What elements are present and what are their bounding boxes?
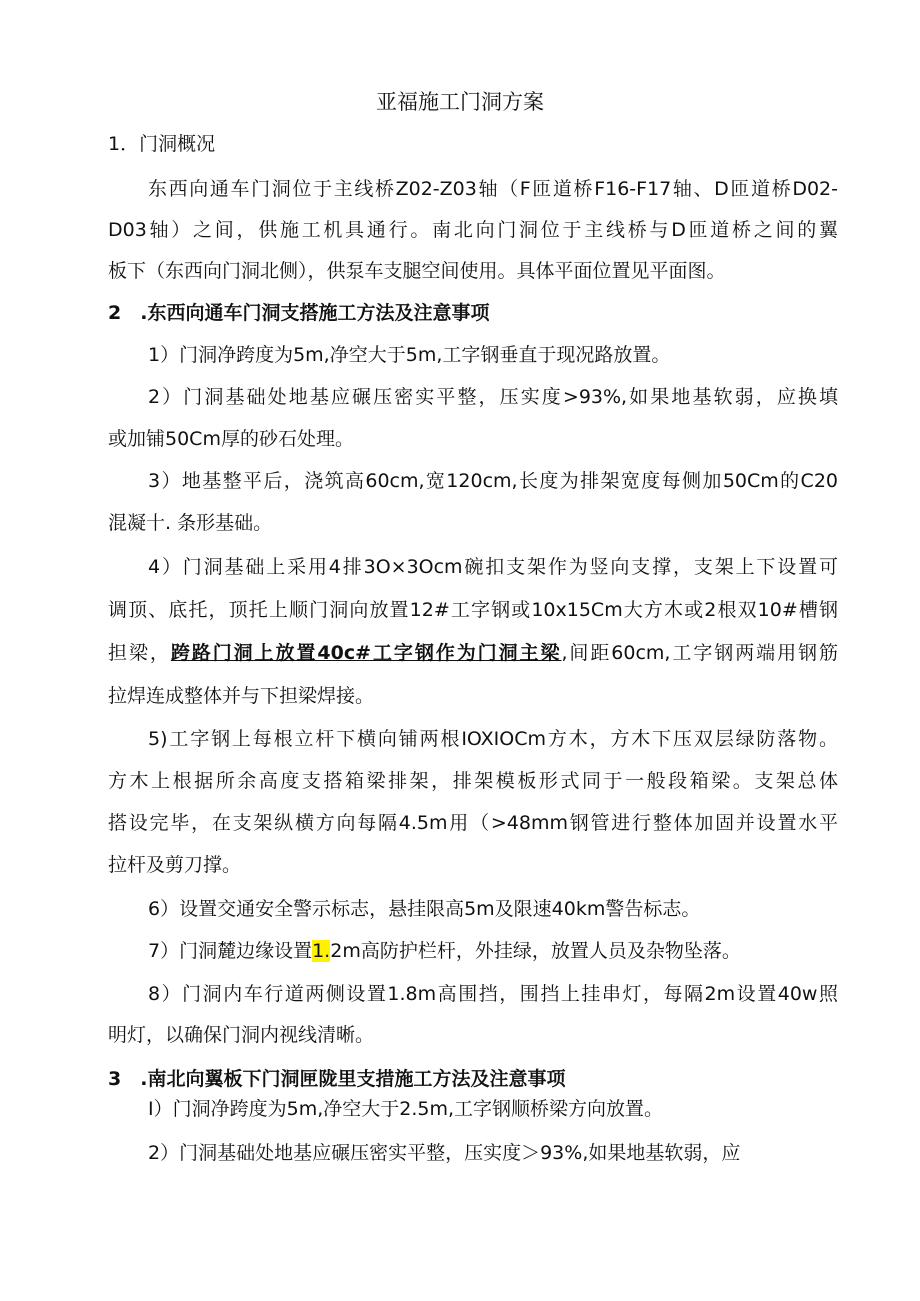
s2-item-4-line-2: 调顶、底托，顶托上顺门洞向放置12#工字钢或10x15Cm大方木或2根双10#槽钢 xyxy=(108,599,838,621)
s2-item-2-line-1: 2）门洞基础处地基应碾压密实平整，压实度>93%,如果地基软弱，应换填 xyxy=(148,386,838,408)
s2-item-5-line-3: 搭设完毕，在支架纵横方向每隔4.5m用（>48mm钢管进行整体加固并设置水平 xyxy=(108,812,838,834)
s2-item-1: 1）门洞净跨度为5m,净空大于5m,工字钢垂直于现况路放置。 xyxy=(148,344,671,366)
s1-line-3: 板下（东西向门洞北侧），供泵车支腿空间使用。具体平面位置见平面图。 xyxy=(108,260,726,282)
s3-item-1: I）门洞净跨度为5m,净空大于2.5m,工字钢顺桥梁方向放置。 xyxy=(148,1098,664,1120)
s2-item-7 xyxy=(148,938,878,964)
s2-item-5-line-2: 方木上根据所余高度支搭箱梁排架，排架模板形式同于一般段箱梁。支架总体 xyxy=(108,770,838,792)
section-3-heading: 3 .南北向翼板下门洞匣陇里支措施工方法及注意事项 xyxy=(108,1068,566,1090)
s2-item-4-line-1: 4）门洞基础上采用4排3O×3Ocm碗扣支架作为竖向支撑，支架上下设置可 xyxy=(148,556,838,578)
document-title: 亚福施工门洞方案 xyxy=(376,90,544,114)
s2-item-5-line-1: 5)工字钢上每根立杆下横向铺两根IOXIOCm方木，方木下压双层绿防落物。 xyxy=(148,728,838,750)
s2-item-4-line-4: 拉焊连成整体并与下担梁焊接。 xyxy=(108,685,375,707)
s3-item-2: 2）门洞基础处地基应碾压密实平整，压实度＞93%,如果地基软弱，应 xyxy=(148,1142,741,1164)
s2-item-6: 6）设置交通安全警示标志，悬挂限高5m及限速40km警告标志。 xyxy=(148,898,701,920)
highlighted-text: 1. xyxy=(312,940,331,962)
s2-item-7-pre: 7）门洞麓边缘设置 xyxy=(148,940,313,962)
s2-item-4-line-3-post: ,间距60cm,工字钢两端用钢筋 xyxy=(561,642,838,664)
s2-item-4-line-3-pre: 担梁， xyxy=(108,642,171,664)
section-1-heading: 1．门洞概况 xyxy=(108,133,216,155)
section-2-heading: 2 .东西向通车门洞支搭施工方法及注意事项 xyxy=(108,302,490,324)
s2-item-8-line-1: 8）门洞内车行道两侧设置1.8m高围挡，围挡上挂串灯，每隔2m设置40w照 xyxy=(148,983,838,1005)
s2-item-8-line-2: 明灯，以确保门洞内视线清晰。 xyxy=(108,1024,375,1046)
s1-line-2: D03轴）之间，供施工机具通行。南北向门洞位于主线桥与D匝道桥之间的翼 xyxy=(108,219,838,241)
s1-line-1: 东西向通车门洞位于主线桥Z02-Z03轴（F匝道桥F16-F17轴、D匝道桥D02- xyxy=(148,178,838,200)
s2-item-5-line-4: 拉杆及剪刀撑。 xyxy=(108,854,242,876)
s2-item-2-line-2: 或加铺50Cm厚的砂石处理。 xyxy=(108,428,354,450)
s2-item-7-post: 2m高防护栏杆，外挂绿，放置人员及杂物坠落。 xyxy=(330,940,741,962)
s2-item-3-line-2: 混凝十. 条形基础。 xyxy=(108,512,273,534)
s2-item-3-line-1: 3）地基整平后，浇筑高60cm,宽120cm,长度为排架宽度每侧加50Cm的C20 xyxy=(148,470,838,492)
underlined-main-beam-text: 跨路门洞上放置40c#工字钢作为门洞主梁 xyxy=(170,642,562,664)
s2-item-4-line-3 xyxy=(108,640,838,666)
